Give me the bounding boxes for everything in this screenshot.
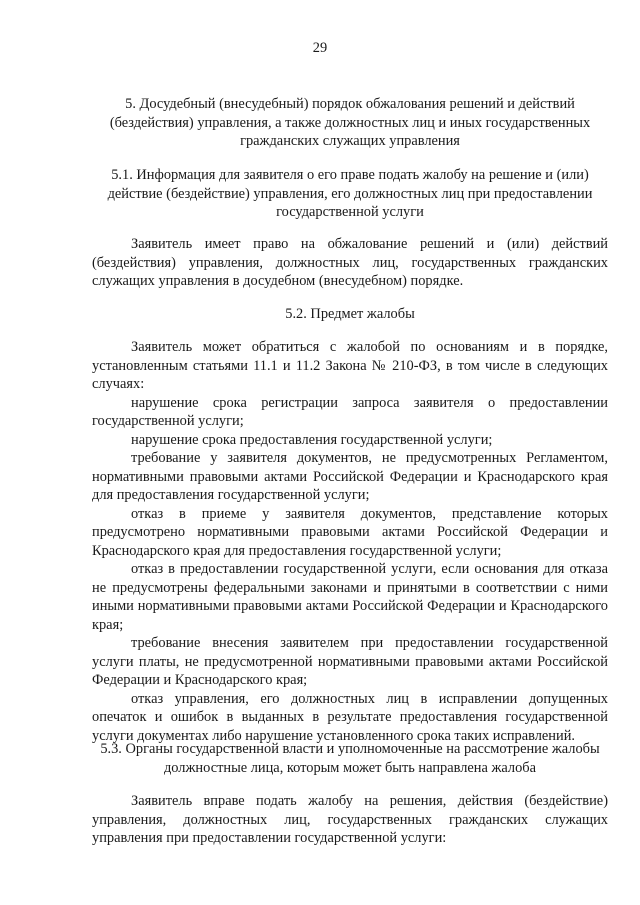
section-5-2-paragraph: нарушение срока предоставления государственной услуги; bbox=[131, 431, 493, 448]
section-5-2-paragraph: требование у заявителя документов, не предусмотренных Регламентом, нормативными правовыми актами Российской Федерации и Краснодарского края для предоставления государственной услуги; bbox=[92, 450, 608, 503]
section-5-2-paragraph: отказ управления, его должностных лиц в исправлении допущенных опечаток и ошибок в выданных в результате предоставления государственной услуги документах либо нарушение установленного срока таких исправлений. bbox=[92, 690, 608, 744]
section-5-2-paragraph: нарушение срока регистрации запроса заявителя о предоставлении государственной услуги; bbox=[92, 394, 608, 429]
section-5-2-paragraph: требование внесения заявителем при предоставлении государственной услуги платы, не предусмотренной нормативными правовыми актами Российской Федерации и Краснодарского края; bbox=[92, 635, 608, 688]
section-5-3-paragraph: Заявитель вправе подать жалобу на решения, действия (бездействие) управления, должностных лиц, государственных гражданских служащих управления при предоставлении государственной услуги: bbox=[92, 793, 608, 846]
page-number: 29 bbox=[312, 40, 328, 56]
section-5-3-body bbox=[92, 792, 608, 848]
section-5-2-paragraph: Заявитель может обратиться с жалобой по основаниям и в порядке, установленным статьями 11.1 и 11.2 Закона № 210-ФЗ, в том числе в следующих случаях: bbox=[92, 339, 608, 392]
section-5-2-body bbox=[92, 338, 608, 745]
section-5-2-paragraph: отказ в предоставлении государственной услуги, если основания для отказа не предусмотрены федеральными законами и принятыми в соответствии с ними иными нормативными правовыми актами Российской Федерации и Краснодарского края; bbox=[92, 561, 608, 633]
section-5-2-paragraph: отказ в приеме у заявителя документов, представление которых предусмотрено нормативными правовыми актами Российской Федерации и Краснодарского края для предоставления государственной услуги; bbox=[92, 505, 608, 559]
section-5-3-heading: 5.3. Органы государственной власти и уполномоченные на рассмотрение жалобы должностные лица, которым может быть направлена жалоба bbox=[100, 741, 600, 776]
section-5-heading: 5. Досудебный (внесудебный) порядок обжалования решений и действий (бездействия) управления, а также должностных лиц и иных государственных гражданских служащих управления bbox=[109, 96, 591, 149]
section-5-1-body bbox=[92, 235, 608, 291]
section-5-1-paragraph: Заявитель имеет право на обжалование решений и (или) действий (бездействия) управления, должностных лиц, государственных гражданских служащих управления в досудебном (внесудебном) порядке. bbox=[92, 236, 608, 289]
section-5-2-heading: 5.2. Предмет жалобы bbox=[285, 306, 415, 322]
section-5-1-heading: 5.1. Информация для заявителя о его праве подать жалобу на решение и (или) действие (бездействие) управления, его должностных лиц при предоставлении государственной услуги bbox=[107, 167, 593, 220]
